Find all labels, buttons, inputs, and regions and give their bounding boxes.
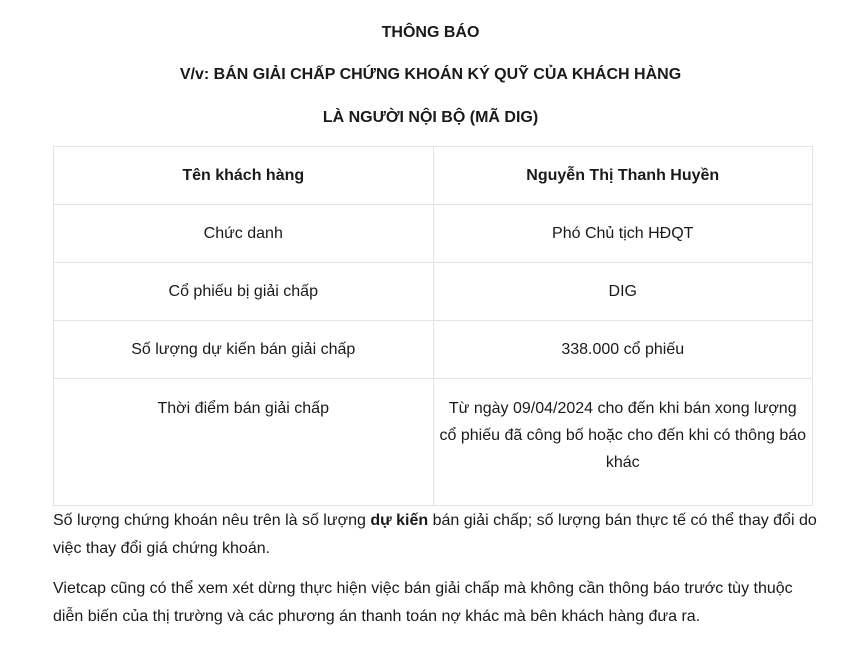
notice-title: THÔNG BÁO (381, 24, 480, 41)
position-label: Chức danh (54, 205, 434, 263)
quantity-note-emphasis: dự kiến (370, 512, 429, 529)
quantity-label: Số lượng dự kiến bán giải chấp (54, 321, 434, 379)
vietcap-note-paragraph: Vietcap cũng có thể xem xét dừng thực hiện việc bán giải chấp mà không cần thông báo trước tùy thuộc diễn biến của thị trường và các phương án thanh toán nợ khác mà bên khách hàng đưa ra. (53, 580, 793, 625)
position-value: Phó Chủ tịch HĐQT (433, 205, 813, 263)
table-row-sale-time (54, 379, 813, 506)
quantity-note-text-start: Số lượng chứng khoán nêu trên là số lượng (53, 512, 371, 529)
quantity-value: 338.000 cổ phiếu (433, 321, 813, 379)
customer-name-value: Nguyễn Thị Thanh Huyền (433, 147, 813, 205)
table-row-stock (54, 263, 813, 321)
customer-name-label: Tên khách hàng (54, 147, 434, 205)
stock-label: Cổ phiếu bị giải chấp (54, 263, 434, 321)
customer-info-table (53, 146, 813, 506)
stock-value: DIG (433, 263, 813, 321)
quantity-note-paragraph (53, 507, 821, 563)
notice-subject-line-2: LÀ NGƯỜI NỘI BỘ (MÃ DIG) (322, 109, 539, 126)
sale-time-label: Thời điểm bán giải chấp (54, 379, 434, 506)
table-row-customer-name (54, 147, 813, 205)
table-row-quantity (54, 321, 813, 379)
quantity-note-text-end: bán giải chấp; số lượng bán thực tế có thể thay đổi do việc thay đổi giá chứng khoán. (53, 512, 817, 557)
notice-subject-line-1: V/v: BÁN GIẢI CHẤP CHỨNG KHOÁN KÝ QUỸ CỦA KHÁCH HÀNG (179, 66, 682, 83)
table-row-position (54, 205, 813, 263)
sale-time-value: Từ ngày 09/04/2024 cho đến khi bán xong lượng cổ phiếu đã công bố hoặc cho đến khi có thông báo khác (433, 379, 813, 506)
